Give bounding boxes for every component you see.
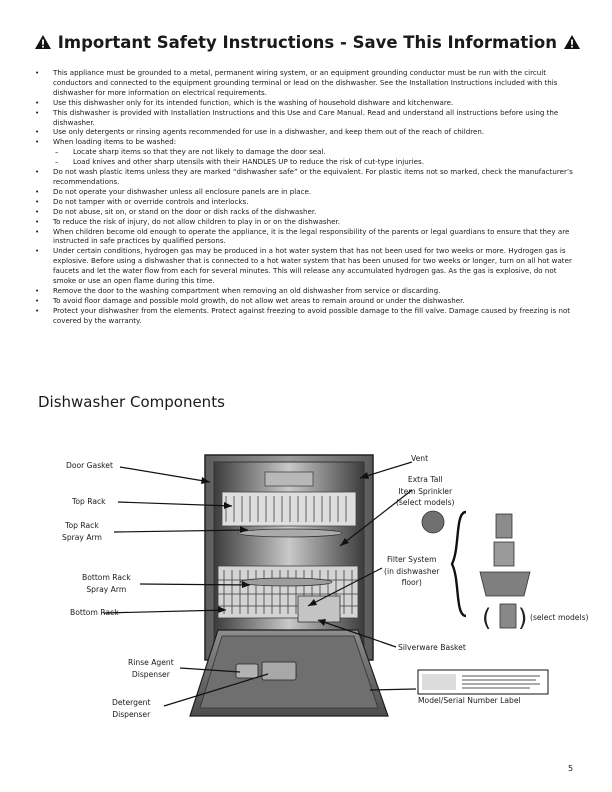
label-bottom-rack: Bottom Rack xyxy=(70,608,119,617)
list-item: • Do not operate your dishwasher unless all enclosure panels are in place. xyxy=(34,187,580,197)
filter-plate xyxy=(480,572,530,596)
label-model-serial: Model/Serial Number Label xyxy=(418,696,521,705)
label-top-rack: Top Rack xyxy=(72,497,106,506)
list-item: • Do not wash plastic items unless they are marked “dishwasher safe” or the equivalent. For plastic items not so marked, check the manufacturer’s recommendations. xyxy=(34,167,580,187)
list-item: • Remove the door to the washing compartment when removing an old dishwasher from service or discarding. xyxy=(34,286,580,296)
tub-interior xyxy=(214,462,364,654)
vent xyxy=(265,472,313,486)
bottom-spray-arm xyxy=(240,578,332,586)
label-extra-tall-sprinkler: Extra Tall Item Sprinkler (select models) xyxy=(396,475,455,507)
list-item: • To reduce the risk of injury, do not allow children to play in or on the dishwasher. xyxy=(34,217,580,227)
list-item: • Do not tamper with or override controls and interlocks. xyxy=(34,197,580,207)
list-item: • To avoid floor damage and possible mold growth, do not allow wet areas to remain around or under the dishwasher. xyxy=(34,296,580,306)
label-detergent-dispenser: Detergent Dispenser xyxy=(112,698,151,719)
sub-list-item: – Load knives and other sharp utensils with their HANDLES UP to reduce the risk of cut-type injuries. xyxy=(53,157,580,167)
label-select-models: (select models) xyxy=(530,613,589,622)
svg-text:): ) xyxy=(518,604,528,632)
label-vent: Vent xyxy=(411,454,429,463)
svg-text:(: ( xyxy=(482,604,492,632)
detergent-dispenser xyxy=(262,662,296,680)
model-serial-label-graphic xyxy=(418,670,548,694)
title-text: Important Safety Instructions - Save This Information xyxy=(57,33,558,52)
sub-list-item: – Locate sharp items so that they are not likely to damage the door seal. xyxy=(53,147,580,157)
top-spray-arm xyxy=(238,529,342,537)
list-item: • Use this dishwasher only for its intended function, which is the washing of household dishware and kitchenware. xyxy=(34,98,580,108)
top-rack xyxy=(222,492,356,526)
section-heading: Dishwasher Components xyxy=(38,393,225,411)
list-item: • This appliance must be grounded to a metal, permanent wiring system, or an equipment grounding conductor must be run with the circuit conductors and connected to the equipment grounding terminal or lead on the dishwasher. See the Installation Instructions included with this dishwasher for more information on electrical requirements. xyxy=(34,68,580,98)
list-item: • This dishwasher is provided with Installation Instructions and this Use and Care Manual. Read and understand all instructions before using the dishwasher. xyxy=(34,108,580,128)
filter-part xyxy=(496,514,512,538)
list-item: • When children become old enough to operate the appliance, it is the legal responsibility of the parents or legal guardians to ensure that they are instructed in safe practices by qualified persons. xyxy=(34,227,580,247)
label-bottom-rack-spray-arm: Bottom Rack Spray Arm xyxy=(82,573,131,594)
list-item-text: When loading items to be washed: xyxy=(53,137,177,147)
label-door-gasket: Door Gasket xyxy=(66,461,113,470)
rinse-agent-dispenser xyxy=(236,664,258,678)
label-filter-system: Filter System (in dishwasher floor) xyxy=(384,555,440,587)
label-rinse-agent-dispenser: Rinse Agent Dispenser xyxy=(128,658,174,679)
list-item: • Under certain conditions, hydrogen gas may be produced in a hot water system that has not been used for two weeks or more. Hydrogen gas is explosive. Before using a dishwasher that is connected to a hot water system that has been unused for two weeks or longer, turn on all hot water faucets and let the water flow from each for several minutes. This will release any accumulated hydrogen gas. As the gas is explosive, do not smoke or use an open flame during this time. xyxy=(34,246,580,286)
page-number: 5 xyxy=(568,764,574,773)
list-item: • Use only detergents or rinsing agents recommended for use in a dishwasher, and keep them out of the reach of children. xyxy=(34,127,580,137)
label-top-rack-spray-arm: Top Rack Spray Arm xyxy=(62,521,102,542)
brace xyxy=(452,512,466,616)
sprinkler-part xyxy=(422,511,444,533)
list-item: • Do not abuse, sit on, or stand on the door or dish racks of the dishwasher. xyxy=(34,207,580,217)
label-silverware-basket: Silverware Basket xyxy=(398,643,466,652)
list-item: • Protect your dishwasher from the elements. Protect against freezing to avoid possible damage to the fill valve. Damage caused by freezing is not covered by the warranty. xyxy=(34,306,580,326)
